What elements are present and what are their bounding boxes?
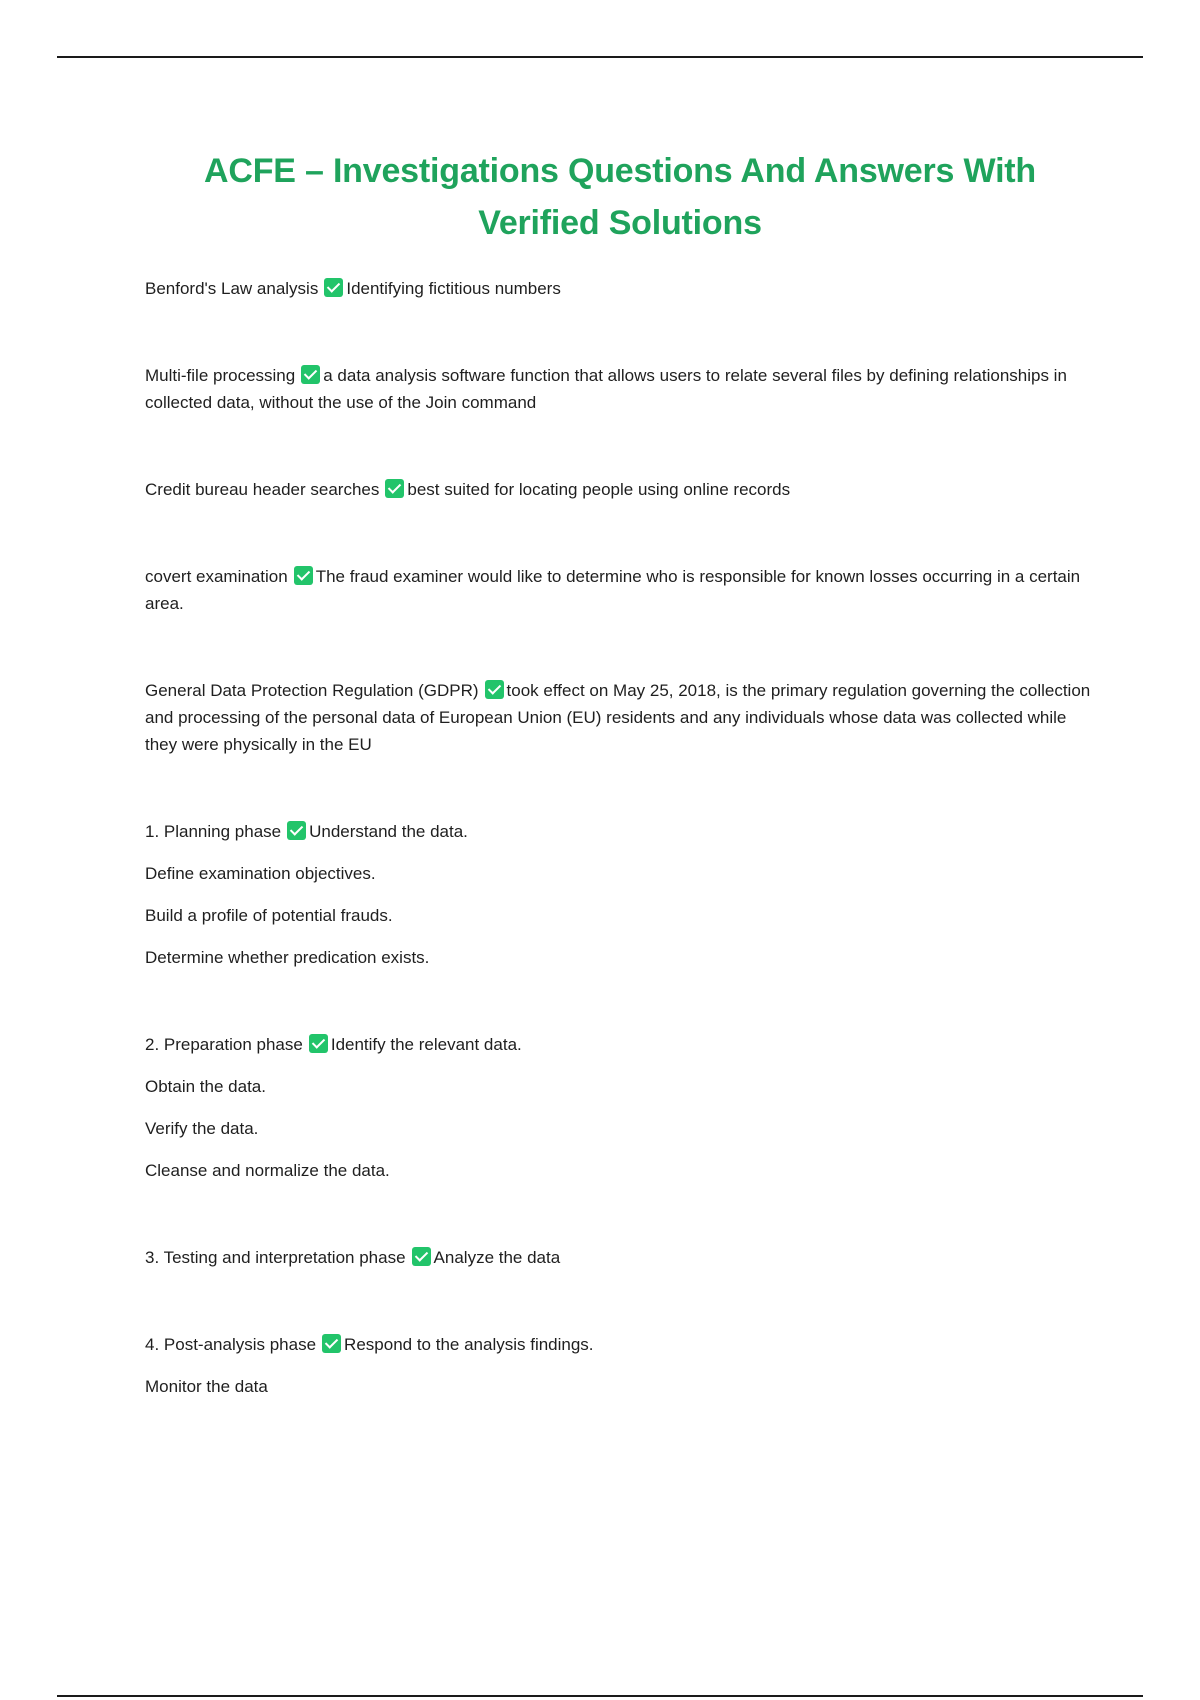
check-mark-icon (294, 566, 313, 585)
term: covert examination (145, 567, 288, 586)
answer: Understand the data. (309, 822, 468, 841)
qa-entry (145, 275, 1095, 302)
check-mark-icon (309, 1034, 328, 1053)
check-mark-icon (412, 1247, 431, 1266)
term: 3. Testing and interpretation phase (145, 1248, 406, 1267)
qa-line (145, 1331, 1095, 1358)
term: Credit bureau header searches (145, 480, 380, 499)
answer: Identifying fictitious numbers (346, 279, 561, 298)
answer: Analyze the data (433, 1248, 561, 1267)
check-mark-icon (301, 365, 320, 384)
qa-line (145, 362, 1095, 416)
document-title: ACFE – Investigations Questions And Answers With Verified Solutions (203, 152, 1037, 242)
qa-entry (145, 362, 1095, 416)
term: Benford's Law analysis (145, 279, 319, 298)
answer-continuation: Build a profile of potential frauds. (145, 906, 393, 925)
qa-line (145, 275, 1095, 302)
answer-continuation: Define examination objectives. (145, 864, 376, 883)
qa-entry (145, 818, 1095, 971)
check-mark-icon (324, 278, 343, 297)
term: Multi-file processing (145, 366, 296, 385)
answer: Identify the relevant data. (330, 1035, 522, 1054)
term: General Data Protection Regulation (GDPR) (145, 681, 479, 700)
qa-line (145, 563, 1095, 617)
answer: a data analysis software function that allows users to relate several files by defining relationships in collected data, without the use of the Join command (145, 366, 1067, 412)
answer-continuation: Cleanse and normalize the data. (145, 1161, 390, 1180)
answer-continuation: Verify the data. (145, 1119, 259, 1138)
term: 4. Post-analysis phase (145, 1335, 317, 1354)
qa-entry (145, 677, 1095, 758)
qa-entry (145, 1331, 1095, 1400)
answer-continuation: Monitor the data (145, 1377, 268, 1396)
answer: took effect on May 25, 2018, is the primary regulation governing the collection and processing of the personal data of European Union (EU) residents and any individuals whose data was collected while they were physically in the EU (145, 681, 1091, 754)
answer-continuation: Obtain the data. (145, 1077, 266, 1096)
check-mark-icon (385, 479, 404, 498)
answer-continuation: Determine whether predication exists. (145, 948, 430, 967)
qa-line (145, 677, 1095, 758)
qa-entry (145, 1244, 1095, 1271)
answer: best suited for locating people using online records (407, 480, 791, 499)
check-mark-icon (485, 680, 504, 699)
qa-line (145, 476, 1095, 503)
qa-line (145, 818, 1095, 845)
answer: Respond to the analysis findings. (344, 1335, 594, 1354)
term: 2. Preparation phase (145, 1035, 303, 1054)
qa-entry (145, 1031, 1095, 1184)
answer: The fraud examiner would like to determine who is responsible for known losses occurring in a certain area. (145, 567, 1081, 613)
document-page (145, 145, 1095, 1460)
check-mark-icon (287, 821, 306, 840)
qa-line (145, 1031, 1095, 1058)
bottom-rule (57, 1695, 1143, 1697)
check-mark-icon (322, 1334, 341, 1353)
qa-entry (145, 476, 1095, 503)
qa-entry (145, 563, 1095, 617)
term: 1. Planning phase (145, 822, 282, 841)
top-rule (57, 56, 1143, 58)
qa-line (145, 1244, 1095, 1271)
